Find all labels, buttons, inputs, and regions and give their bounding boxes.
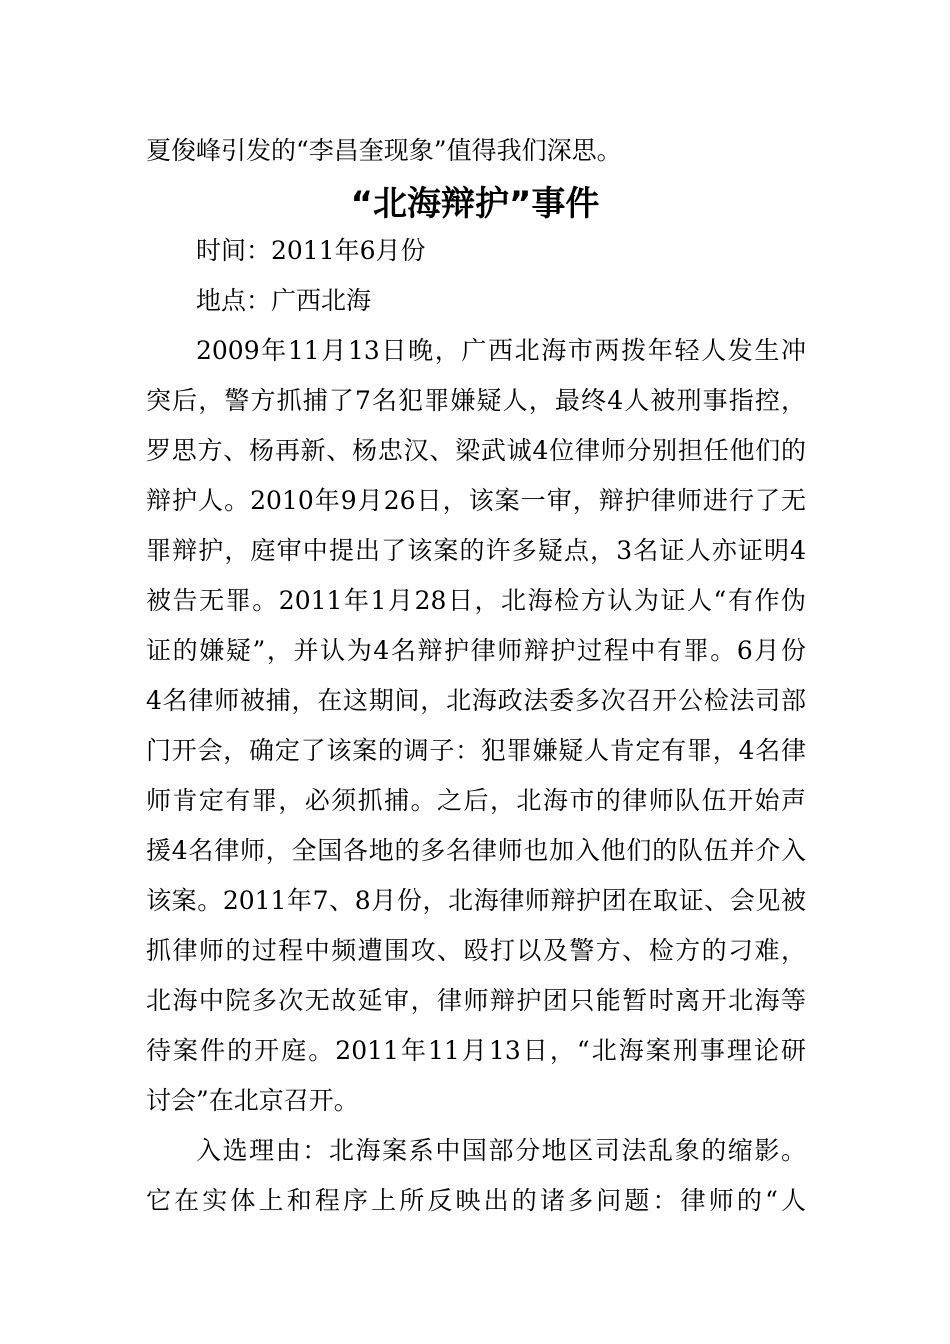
body-line: 该案。2011年7、8月份，北海律师辩护团在取证、会见被 [146, 886, 806, 915]
body-line: 门开会，确定了该案的调子：犯罪嫌疑人肯定有罪，4名律 [146, 736, 806, 765]
body-line: 证的嫌疑”，并认为4名辩护律师辩护过程中有罪。6月份 [146, 636, 806, 665]
body-line: 罗思方、杨再新、杨忠汉、梁武诚4位律师分别担任他们的 [146, 436, 806, 465]
body-line: 罪辩护，庭审中提出了该案的许多疑点，3名证人亦证明4 [146, 536, 806, 565]
reason-line: 入选理由：北海案系中国部分地区司法乱象的缩影。 [196, 1136, 806, 1165]
body-line: 辩护人。2010年9月26日，该案一审，辩护律师进行了无 [146, 486, 806, 515]
body-line: 抓律师的过程中频遭围攻、殴打以及警方、检方的刁难， [146, 936, 806, 965]
body-line: 北海中院多次无故延审，律师辩护团只能暂时离开北海等 [146, 986, 806, 1015]
body-line: 援4名律师，全国各地的多名律师也加入他们的队伍并介入 [146, 836, 806, 865]
body-line: 4名律师被捕，在这期间，北海政法委多次召开公检法司部 [146, 686, 806, 715]
body-line: 讨会”在北京召开。 [146, 1086, 359, 1115]
body-line: 师肯定有罪，必须抓捕。之后，北海市的律师队伍开始声 [146, 786, 806, 815]
time-line: 时间：2011年6月份 [196, 236, 426, 265]
intro-line: 夏俊峰引发的“李昌奎现象”值得我们深思。 [146, 136, 622, 165]
body-line: 被告无罪。2011年1月28日，北海检方认为证人“有作伪 [146, 586, 806, 615]
place-line: 地点：广西北海 [196, 286, 372, 315]
reason-line: 它在实体上和程序上所反映出的诸多问题：律师的“人 [146, 1186, 806, 1215]
body-line: 突后，警方抓捕了7名犯罪嫌疑人，最终4人被刑事指控， [146, 386, 806, 415]
body-line: 2009年11月13日晚，广西北海市两拨年轻人发生冲 [196, 336, 806, 365]
body-line: 待案件的开庭。2011年11月13日，“北海案刑事理论研 [146, 1036, 806, 1065]
section-title: “北海辩护”事件 [350, 184, 600, 224]
